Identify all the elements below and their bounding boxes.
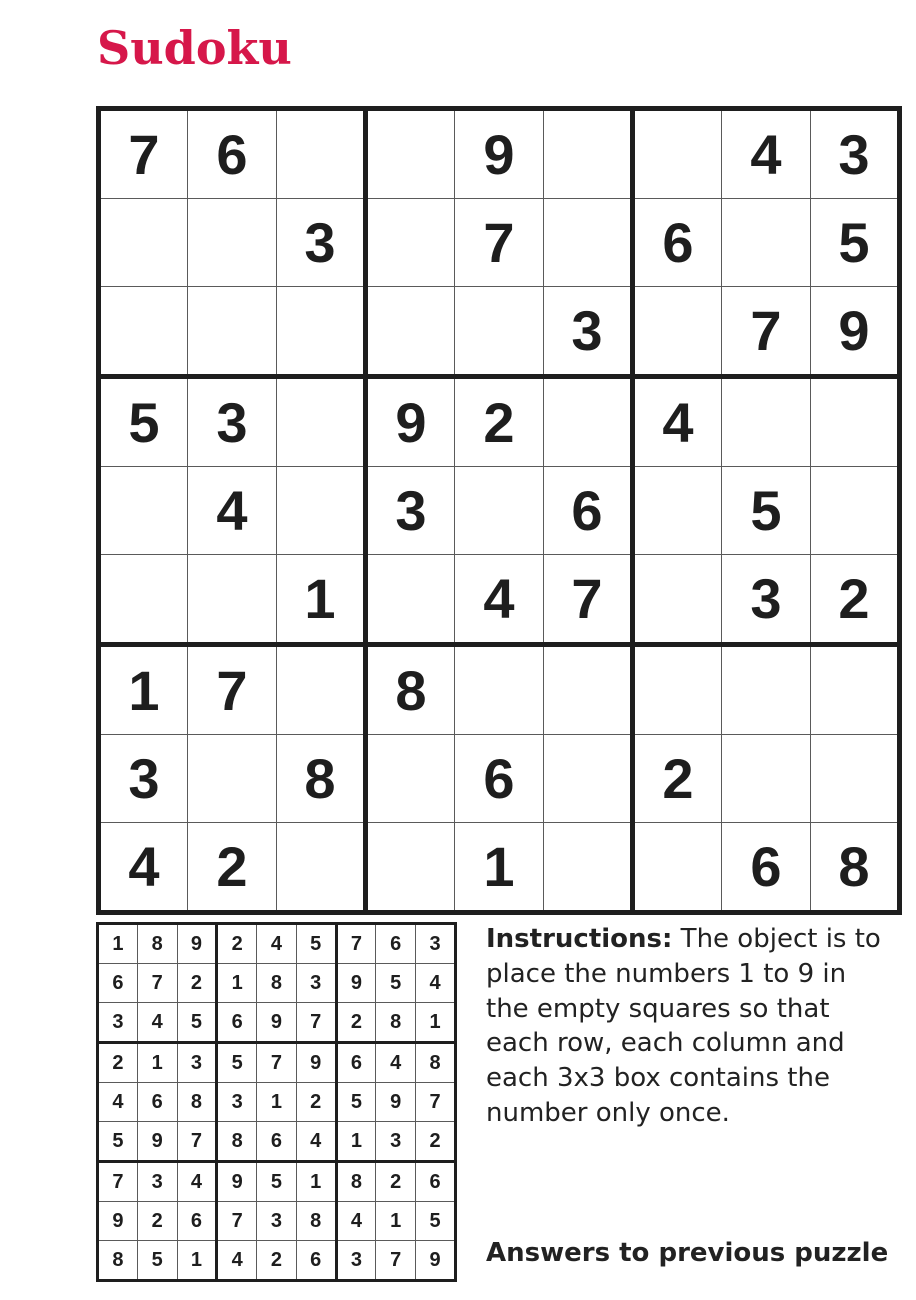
instructions (486, 922, 896, 1131)
answer-cell-row (98, 924, 456, 964)
puzzle-cell-r1c4[interactable] (366, 109, 455, 199)
answer-cell-r7c4: 9 (217, 1162, 257, 1202)
answer-cell-r5c8: 9 (376, 1083, 416, 1122)
answer-cell-r3c6: 7 (296, 1003, 336, 1043)
answer-cell-r2c2: 7 (137, 964, 177, 1003)
puzzle-cell-r9c1: 4 (99, 823, 188, 913)
answer-cell-r9c4: 4 (217, 1241, 257, 1281)
answer-cell-r6c9: 2 (416, 1122, 456, 1162)
answer-cell-r9c9: 9 (416, 1241, 456, 1281)
answer-cell-row (98, 1122, 456, 1162)
puzzle-cell-r9c3[interactable] (277, 823, 366, 913)
answer-cell-r6c2: 9 (137, 1122, 177, 1162)
answer-cell-r9c8: 7 (376, 1241, 416, 1281)
puzzle-cell-row (99, 467, 900, 555)
puzzle-cell-r6c8: 3 (722, 555, 811, 645)
answer-cell-r7c8: 2 (376, 1162, 416, 1202)
answer-cell-r1c7: 7 (336, 924, 376, 964)
answer-cell-row (98, 1083, 456, 1122)
answer-cell-r3c5: 9 (257, 1003, 297, 1043)
puzzle-cell-r4c6[interactable] (544, 377, 633, 467)
answer-cell-r8c5: 3 (257, 1202, 297, 1241)
puzzle-cell-r6c9: 2 (811, 555, 900, 645)
answer-cell-r4c5: 7 (257, 1043, 297, 1083)
answer-cell-r1c9: 3 (416, 924, 456, 964)
puzzle-cell-r4c4: 9 (366, 377, 455, 467)
puzzle-cell-r4c7: 4 (633, 377, 722, 467)
puzzle-cell-r8c8[interactable] (722, 735, 811, 823)
puzzle-cell-r2c9: 5 (811, 199, 900, 287)
answer-cell-r2c3: 2 (177, 964, 217, 1003)
puzzle-cell-r2c6[interactable] (544, 199, 633, 287)
puzzle-cell-r1c2: 6 (188, 109, 277, 199)
answer-cell-r7c1: 7 (98, 1162, 138, 1202)
puzzle-cell-r3c6: 3 (544, 287, 633, 377)
puzzle-cell-r4c2: 3 (188, 377, 277, 467)
answer-cell-r4c2: 1 (137, 1043, 177, 1083)
puzzle-cell-r6c3: 1 (277, 555, 366, 645)
answer-cell-r2c4: 1 (217, 964, 257, 1003)
answer-cell-row (98, 1003, 456, 1043)
answer-cell-r9c2: 5 (137, 1241, 177, 1281)
puzzle-cell-r5c7[interactable] (633, 467, 722, 555)
answer-cell-r1c2: 8 (137, 924, 177, 964)
answer-cell-r4c7: 6 (336, 1043, 376, 1083)
puzzle-cell-r7c6[interactable] (544, 645, 633, 735)
puzzle-cell-r8c1: 3 (99, 735, 188, 823)
answer-cell-row (98, 1043, 456, 1083)
puzzle-cell-row (99, 287, 900, 377)
answer-cell-r8c3: 6 (177, 1202, 217, 1241)
puzzle-cell-r6c4[interactable] (366, 555, 455, 645)
answer-cell-r8c8: 1 (376, 1202, 416, 1241)
answer-cell-r4c4: 5 (217, 1043, 257, 1083)
puzzle-cell-r5c2: 4 (188, 467, 277, 555)
answer-cell-r6c4: 8 (217, 1122, 257, 1162)
answer-cell-r6c6: 4 (296, 1122, 336, 1162)
answer-cell-r2c6: 3 (296, 964, 336, 1003)
answer-cell-r1c6: 5 (296, 924, 336, 964)
puzzle-cell-r6c2[interactable] (188, 555, 277, 645)
puzzle-cell-r7c2: 7 (188, 645, 277, 735)
answer-cell-r6c7: 1 (336, 1122, 376, 1162)
puzzle-cell-r4c3[interactable] (277, 377, 366, 467)
puzzle-cell-r7c9[interactable] (811, 645, 900, 735)
puzzle-cell-r7c3[interactable] (277, 645, 366, 735)
puzzle-cell-r8c4[interactable] (366, 735, 455, 823)
answer-cell-r5c9: 7 (416, 1083, 456, 1122)
puzzle-cell-r6c1[interactable] (99, 555, 188, 645)
answer-cell-r5c4: 3 (217, 1083, 257, 1122)
puzzle-cell-r1c5: 9 (455, 109, 544, 199)
answer-cell-r8c2: 2 (137, 1202, 177, 1241)
answer-cell-r4c6: 9 (296, 1043, 336, 1083)
puzzle-cell-row (99, 735, 900, 823)
answer-cell-r9c7: 3 (336, 1241, 376, 1281)
puzzle-cell-r4c8[interactable] (722, 377, 811, 467)
answer-cell-r4c1: 2 (98, 1043, 138, 1083)
puzzle-cell-r9c4[interactable] (366, 823, 455, 913)
puzzle-cell-r4c1: 5 (99, 377, 188, 467)
puzzle-cell-r6c7[interactable] (633, 555, 722, 645)
puzzle-cell-r7c7[interactable] (633, 645, 722, 735)
puzzle-cell-r9c5: 1 (455, 823, 544, 913)
puzzle-cell-r3c3[interactable] (277, 287, 366, 377)
puzzle-cell-r2c5: 7 (455, 199, 544, 287)
puzzle-cell-r6c6: 7 (544, 555, 633, 645)
instructions-label: Instructions: (486, 924, 673, 954)
answer-cell-r5c3: 8 (177, 1083, 217, 1122)
sudoku-grid (96, 106, 902, 915)
answer-cell-r1c5: 4 (257, 924, 297, 964)
puzzle-cell-r8c2[interactable] (188, 735, 277, 823)
puzzle-cell-r2c2[interactable] (188, 199, 277, 287)
answer-cell-r4c9: 8 (416, 1043, 456, 1083)
answer-cell-r3c8: 8 (376, 1003, 416, 1043)
answer-cell-r7c5: 5 (257, 1162, 297, 1202)
instructions-text: The object is to place the numbers 1 to 9 in the empty squares so that each row, each column and each 3x3 box contains the number only once. (486, 924, 881, 1128)
puzzle-cell-r9c2: 2 (188, 823, 277, 913)
puzzle-cell-r4c5: 2 (455, 377, 544, 467)
answer-cell-r8c9: 5 (416, 1202, 456, 1241)
answer-cell-r8c1: 9 (98, 1202, 138, 1241)
answer-cell-row (98, 1202, 456, 1241)
answer-cell-r4c8: 4 (376, 1043, 416, 1083)
answer-cell-r9c1: 8 (98, 1241, 138, 1281)
answer-cell-r7c9: 6 (416, 1162, 456, 1202)
page-title: Sudoku (97, 21, 292, 75)
puzzle-cell-r3c7[interactable] (633, 287, 722, 377)
answer-cell-r1c4: 2 (217, 924, 257, 964)
answer-cell-r6c8: 3 (376, 1122, 416, 1162)
puzzle-cell-r5c6: 6 (544, 467, 633, 555)
puzzle-cell-r3c1[interactable] (99, 287, 188, 377)
answer-cell-r5c5: 1 (257, 1083, 297, 1122)
answer-cell-r2c9: 4 (416, 964, 456, 1003)
puzzle-cell-r3c8: 7 (722, 287, 811, 377)
answer-cell-row (98, 1241, 456, 1281)
puzzle-cell-r5c5[interactable] (455, 467, 544, 555)
answer-cell-r8c6: 8 (296, 1202, 336, 1241)
answer-cell-r4c3: 3 (177, 1043, 217, 1083)
puzzle-cell-r9c8: 6 (722, 823, 811, 913)
answer-cell-r7c2: 3 (137, 1162, 177, 1202)
puzzle-cell-r2c1[interactable] (99, 199, 188, 287)
puzzle-cell-r1c3[interactable] (277, 109, 366, 199)
answer-cell-r2c5: 8 (257, 964, 297, 1003)
puzzle-cell-row (99, 109, 900, 199)
answer-cell-r3c2: 4 (137, 1003, 177, 1043)
puzzle-cell-r5c4: 3 (366, 467, 455, 555)
puzzle-cell-r3c5[interactable] (455, 287, 544, 377)
puzzle-cell-r8c6[interactable] (544, 735, 633, 823)
answer-cell-r5c2: 6 (137, 1083, 177, 1122)
puzzle-cell-r2c3: 3 (277, 199, 366, 287)
answer-cell-r3c1: 3 (98, 1003, 138, 1043)
answer-cell-r2c8: 5 (376, 964, 416, 1003)
puzzle-cell-r2c4[interactable] (366, 199, 455, 287)
puzzle-cell-r1c7[interactable] (633, 109, 722, 199)
answer-cell-row (98, 964, 456, 1003)
puzzle-cell-r5c8: 5 (722, 467, 811, 555)
answer-cell-r5c6: 2 (296, 1083, 336, 1122)
puzzle-cell-r6c5: 4 (455, 555, 544, 645)
puzzle-cell-r5c3[interactable] (277, 467, 366, 555)
answer-cell-r6c3: 7 (177, 1122, 217, 1162)
answer-cell-r5c1: 4 (98, 1083, 138, 1122)
puzzle-cell-r1c8: 4 (722, 109, 811, 199)
answer-cell-r1c1: 1 (98, 924, 138, 964)
puzzle-cell-r7c8[interactable] (722, 645, 811, 735)
puzzle-cell-r7c5[interactable] (455, 645, 544, 735)
puzzle-cell-r1c9: 3 (811, 109, 900, 199)
puzzle-cell-r3c2[interactable] (188, 287, 277, 377)
answer-cell-r6c5: 6 (257, 1122, 297, 1162)
answer-cell-r9c3: 1 (177, 1241, 217, 1281)
puzzle-cell-r8c7: 2 (633, 735, 722, 823)
answer-cell-r9c5: 2 (257, 1241, 297, 1281)
answers-caption: Answers to previous puzzle (486, 1238, 889, 1268)
answer-cell-r7c7: 8 (336, 1162, 376, 1202)
answer-cell-r3c7: 2 (336, 1003, 376, 1043)
puzzle-cell-r4c9[interactable] (811, 377, 900, 467)
answer-cell-r8c7: 4 (336, 1202, 376, 1241)
puzzle-cell-r9c6[interactable] (544, 823, 633, 913)
puzzle-cell-r3c9: 9 (811, 287, 900, 377)
puzzle-cell-r2c8[interactable] (722, 199, 811, 287)
answer-cell-r6c1: 5 (98, 1122, 138, 1162)
puzzle-cell-r7c1: 1 (99, 645, 188, 735)
answer-cell-r5c7: 5 (336, 1083, 376, 1122)
puzzle-cell-r5c1[interactable] (99, 467, 188, 555)
puzzle-cell-r8c3: 8 (277, 735, 366, 823)
answer-cell-r3c9: 1 (416, 1003, 456, 1043)
puzzle-cell-r2c7: 6 (633, 199, 722, 287)
answer-cell-r7c6: 1 (296, 1162, 336, 1202)
puzzle-cell-r3c4[interactable] (366, 287, 455, 377)
puzzle-cell-row (99, 377, 900, 467)
puzzle-cell-r1c6[interactable] (544, 109, 633, 199)
puzzle-cell-r7c4: 8 (366, 645, 455, 735)
answer-grid (96, 922, 457, 1282)
answer-cell-row (98, 1162, 456, 1202)
answer-cell-r3c3: 5 (177, 1003, 217, 1043)
answer-cell-r8c4: 7 (217, 1202, 257, 1241)
puzzle-cell-row (99, 645, 900, 735)
puzzle-cell-r1c1: 7 (99, 109, 188, 199)
answer-cell-r1c3: 9 (177, 924, 217, 964)
puzzle-cell-r9c9: 8 (811, 823, 900, 913)
puzzle-cell-r5c9[interactable] (811, 467, 900, 555)
puzzle-cell-row (99, 823, 900, 913)
answer-cell-r7c3: 4 (177, 1162, 217, 1202)
answer-cell-r1c8: 6 (376, 924, 416, 964)
puzzle-cell-row (99, 199, 900, 287)
puzzle-cell-row (99, 555, 900, 645)
answer-cell-r2c1: 6 (98, 964, 138, 1003)
answer-cell-r3c4: 6 (217, 1003, 257, 1043)
answer-cell-r2c7: 9 (336, 964, 376, 1003)
puzzle-cell-r9c7[interactable] (633, 823, 722, 913)
puzzle-cell-r8c5: 6 (455, 735, 544, 823)
puzzle-cell-r8c9[interactable] (811, 735, 900, 823)
answer-cell-r9c6: 6 (296, 1241, 336, 1281)
